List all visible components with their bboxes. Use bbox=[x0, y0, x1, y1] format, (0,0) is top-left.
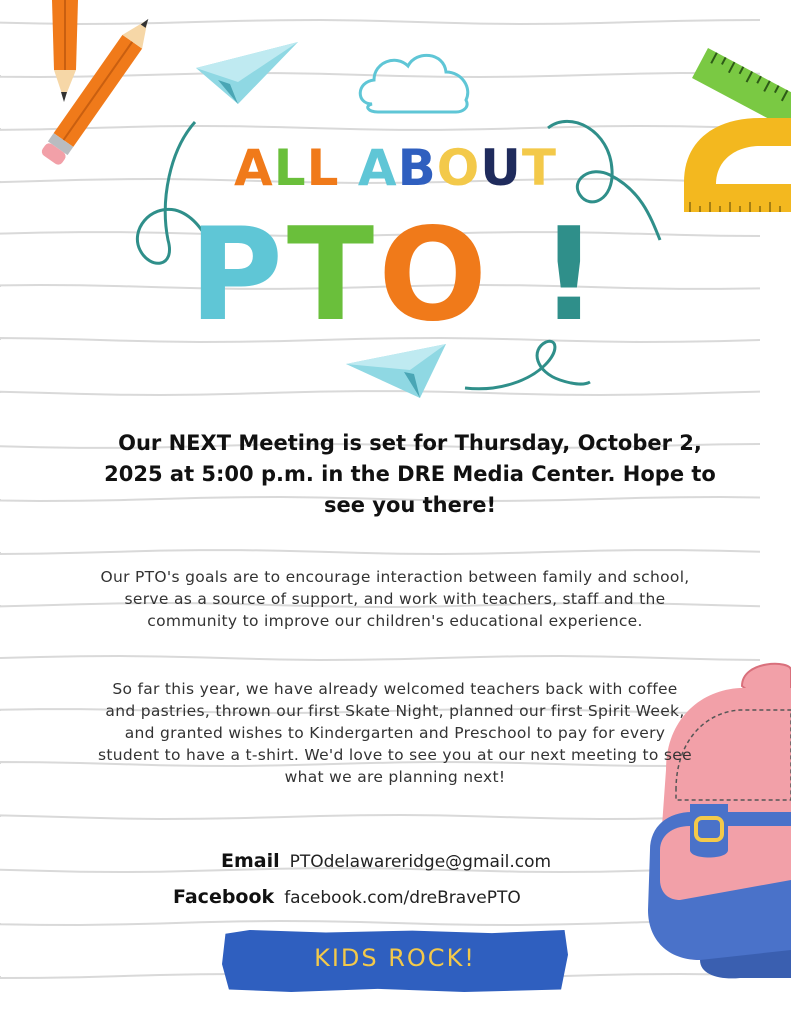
email-contact bbox=[221, 850, 551, 872]
email-label: Email bbox=[221, 850, 280, 872]
title-line-1 bbox=[0, 138, 791, 198]
paper-plane-icon bbox=[196, 42, 298, 104]
title-line-1-letter: O bbox=[436, 139, 481, 197]
progress-paragraph: So far this year, we have already welcomed teachers back with coffee and pastries, thrown our first Skate Night, planned our first Spirit Week, and granted wishes to Kindergarten and Preschool to pay for every student to have a t-shirt. We'd love to see you at our next meeting to see what we are planning next! bbox=[98, 680, 692, 786]
title-line-1-letter: L bbox=[306, 139, 340, 197]
goals-paragraph: Our PTO's goals are to encourage interaction between family and school, serve as a source of support, and work with teachers, staff and the community to improve our children's educational experience. bbox=[100, 568, 690, 630]
title-line-1-letter bbox=[339, 138, 357, 198]
title-line-1-letter: A bbox=[357, 139, 398, 197]
title-line-1-letter: T bbox=[521, 139, 557, 197]
title-line-1-letter: B bbox=[397, 139, 437, 197]
title-line-2-letter: O bbox=[378, 201, 491, 350]
email-address[interactable]: PTOdelawareridge@gmail.com bbox=[289, 852, 552, 872]
title-line-2-letter: T bbox=[286, 201, 379, 350]
pencil-icon bbox=[52, 0, 78, 102]
title-line-1-letter: L bbox=[273, 139, 307, 197]
paper-plane-icon bbox=[346, 344, 446, 398]
title-line-2-letter: P bbox=[189, 201, 287, 350]
title-line-1-letter: A bbox=[234, 139, 274, 197]
title-line-1-letter: U bbox=[480, 139, 522, 197]
facebook-link[interactable]: facebook.com/dreBravePTO bbox=[284, 888, 521, 908]
facebook-label: Facebook bbox=[173, 886, 275, 908]
title-line-2-letter: ! bbox=[539, 201, 602, 350]
kids-rock-text: KIDS ROCK! bbox=[314, 944, 476, 972]
cloud-icon bbox=[360, 55, 468, 112]
facebook-contact bbox=[173, 886, 521, 908]
meeting-announcement: Our NEXT Meeting is set for Thursday, October 2, 2025 at 5:00 p.m. in the DRE Media Center. Hope to see you there! bbox=[104, 431, 716, 517]
title-line-2-letter bbox=[491, 206, 540, 346]
title-line-2 bbox=[0, 201, 791, 350]
